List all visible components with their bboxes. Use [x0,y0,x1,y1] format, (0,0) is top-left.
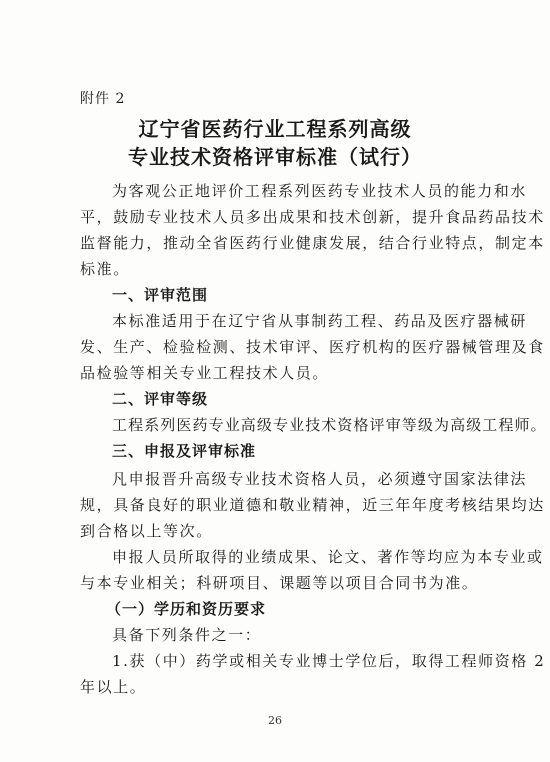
section-text-line: 品检验等相关专业工程技术人员。 [80,364,330,382]
section-text-line: 与本专业相关；科研项目、课题等以项目合同书为准。 [80,574,479,592]
section-heading-level: 二、评审等级 [112,390,209,408]
section-text-line: 申报人员所取得的业绩成果、论文、著作等均应为本专业或 [112,548,544,566]
section-text-line: 工程系列医药专业高级专业技术资格评审等级为高级工程师。 [112,416,547,434]
intro-line: 标准。 [80,260,130,278]
section-text-line: 发、生产、检验检测、技术审评、医疗机构的医疗器械管理及食 [80,338,545,356]
page-number: 26 [268,714,282,727]
intro-line: 监督能力，推动全省医药行业健康发展，结合行业特点，制定本 [80,234,545,252]
list-item-line: 年以上。 [80,678,147,696]
list-item-line: 1.获（中）药学或相关专业博士学位后，取得工程师资格 2 [112,652,546,670]
section-text-line: 规，具备良好的职业道德和敬业精神，近三年年度考核结果均达 [80,496,545,514]
intro-line: 平，鼓励专业技术人员多出成果和技术创新，提升食品药品技术 [80,208,545,226]
subheading-education: （一）学历和资历要求 [106,600,267,618]
section-text-line: 凡申报晋升高级专业技术资格人员，必须遵守国家法律法 [112,470,528,488]
section-heading-standards: 三、申报及评审标准 [112,442,257,460]
section-text-line: 到合格以上等次。 [80,522,213,540]
section-text-line: 本标准适用于在辽宁省从事制药工程、药品及医疗器械研 [112,312,528,330]
attachment-label: 附件 2 [80,91,126,107]
intro-line: 为客观公正地评价工程系列医药专业技术人员的能力和水 [112,182,528,200]
condition-intro: 具备下列条件之一： [112,626,262,644]
document-title-line-2: 专业技术资格评审标准（试行） [128,145,422,169]
section-heading-scope: 一、评审范围 [112,286,209,304]
document-title-line-1: 辽宁省医药行业工程系列高级 [138,117,412,141]
